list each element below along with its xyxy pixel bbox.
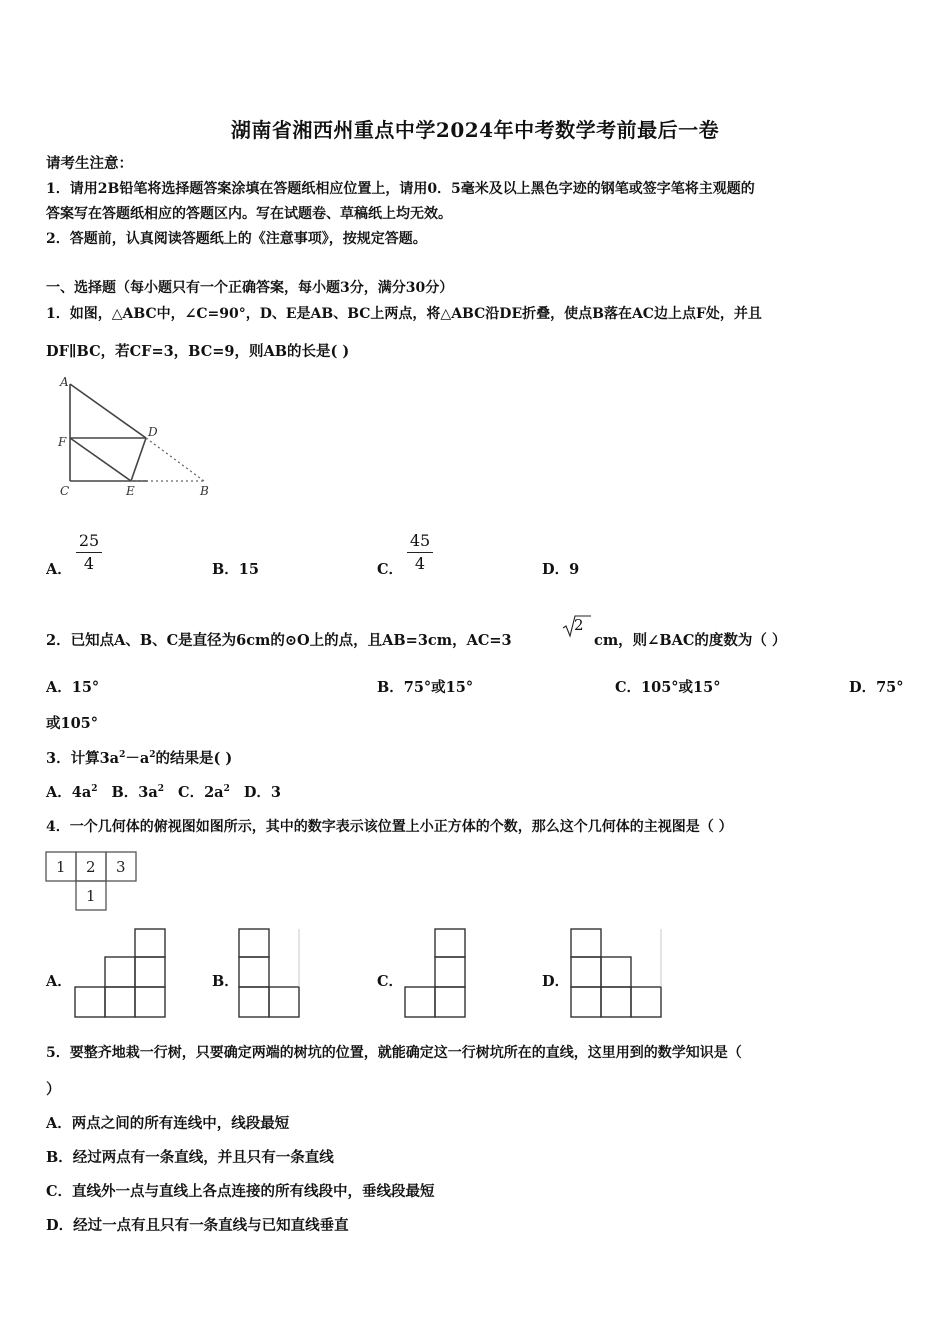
q2-option-a: A．15° — [46, 679, 100, 696]
fraction-bar — [76, 552, 102, 553]
q4-option-d-figure — [570, 928, 664, 1020]
q4-option-c-figure — [404, 928, 466, 1020]
q3-text-b: －a — [125, 750, 150, 767]
q3-option-c-exponent: 2 — [223, 784, 230, 795]
q1-option-c-numerator: 45 — [409, 531, 431, 550]
fraction-bar — [407, 552, 433, 553]
q4-top-view-grid — [44, 850, 140, 914]
q4-option-b-label: B． — [212, 973, 239, 990]
segment-de — [131, 438, 146, 481]
q5-option-a: A．两点之间的所有连线中，线段最短 — [46, 1115, 290, 1132]
q1-option-d: D．9 — [542, 561, 580, 578]
section-heading: 一、选择题（每小题只有一个正确答案，每小题3分，满分30分） — [46, 280, 454, 296]
grid-cell-2: 2 — [86, 858, 96, 876]
side-ad — [70, 384, 146, 438]
q4-option-a-figure — [74, 928, 166, 1020]
label-d: D — [148, 425, 158, 439]
label-a: A — [60, 375, 69, 389]
q2-option-d-continued: 或105° — [46, 715, 99, 732]
q3-option-b: B．3a — [111, 784, 158, 801]
q3-option-b-exponent: 2 — [157, 784, 165, 795]
q3-options — [46, 781, 281, 802]
notice-line-3: 2．答题前，认真阅读答题纸上的《注意事项》，按规定答题。 — [46, 231, 427, 247]
grid-cell-4: 1 — [86, 887, 96, 905]
q4-option-c-label: C． — [377, 973, 404, 990]
page-title: 湖南省湘西州重点中学2024年中考数学考前最后一卷 — [230, 118, 720, 142]
q2-option-d: D．75° — [849, 679, 904, 696]
label-f: F — [58, 435, 67, 449]
q2-sqrt-argument: 2 — [574, 616, 584, 634]
q2-stem-part-2: cm，则∠BAC的度数为（ ） — [594, 632, 787, 649]
q1-option-a-numerator: 25 — [78, 531, 100, 550]
q1-option-a-denominator: 4 — [83, 554, 95, 573]
q4-stem: 4．一个几何体的俯视图如图所示，其中的数字表示该位置上小正方体的个数，那么这个几何体的主视图是（ ） — [46, 819, 733, 835]
q3-stem — [46, 747, 232, 768]
label-c: C — [60, 484, 70, 498]
q3-option-d: D．3 — [243, 784, 281, 801]
q5-option-d: D．经过一点有且只有一条直线与已知直线垂直 — [46, 1217, 349, 1234]
grid-cell-1: 1 — [56, 858, 66, 876]
q3-option-a: A．4a — [46, 784, 92, 801]
q1-option-a-fraction — [76, 532, 102, 573]
q3-exponent-1: 2 — [119, 750, 126, 761]
q3-option-a-exponent: 2 — [91, 784, 98, 795]
notice-line-1: 1．请用2B铅笔将选择题答案涂填在答题纸相应位置上，请用0．5毫米及以上黑色字迹的钢笔或签字笔将主观题的 — [46, 181, 755, 197]
q1-option-c-denominator: 4 — [414, 554, 426, 573]
q3-exponent-2: 2 — [149, 750, 156, 761]
dotted-db — [146, 438, 204, 481]
notice-line-2: 答案写在答题纸相应的答题区内。写在试题卷、草稿纸上均无效。 — [46, 206, 452, 222]
q1-option-a-label: A． — [46, 561, 72, 578]
q5-option-b: B．经过两点有一条直线，并且只有一条直线 — [46, 1149, 334, 1166]
q1-triangle-figure — [52, 374, 222, 499]
q1-option-c-fraction — [407, 532, 433, 573]
q1-line-1: 1．如图，△ABC中，∠C=90°，D、E是AB、BC上两点，将△ABC沿DE折叠，使点B落在AC边上点F处，并且 — [46, 306, 762, 322]
q5-line-1: 5．要整齐地栽一行树，只要确定两端的树坑的位置，就能确定这一行树坑所在的直线，这里用到的数学知识是（ — [46, 1045, 742, 1061]
q1-option-c-label: C． — [377, 561, 404, 578]
q5-option-c: C．直线外一点与直线上各点连接的所有线段中，垂线段最短 — [46, 1183, 435, 1200]
q1-option-b: B．15 — [212, 561, 259, 578]
q2-option-b: B．75°或15° — [377, 679, 474, 696]
q3-option-c: C．2a — [178, 784, 224, 801]
q3-text-a: 3．计算3a — [46, 750, 120, 767]
q3-text-c: 的结果是( ) — [155, 750, 233, 767]
segment-fe — [70, 438, 131, 481]
q5-line-2: ） — [46, 1081, 61, 1098]
q1-line-2: DF∥BC，若CF=3，BC=9，则AB的长是( ) — [46, 343, 350, 360]
q4-option-a-label: A． — [46, 973, 72, 990]
label-b: B — [200, 484, 209, 498]
notice-heading: 请考生注意： — [46, 155, 133, 172]
label-e: E — [126, 484, 135, 498]
q2-stem-part-1: 2．已知点A、B、C是直径为6cm的⊙O上的点，且AB=3cm，AC=3 — [46, 632, 512, 649]
q4-option-d-label: D． — [542, 973, 570, 990]
q2-option-c: C．105°或15° — [615, 679, 721, 696]
grid-cell-3: 3 — [116, 858, 126, 876]
q4-option-b-figure — [238, 928, 300, 1020]
